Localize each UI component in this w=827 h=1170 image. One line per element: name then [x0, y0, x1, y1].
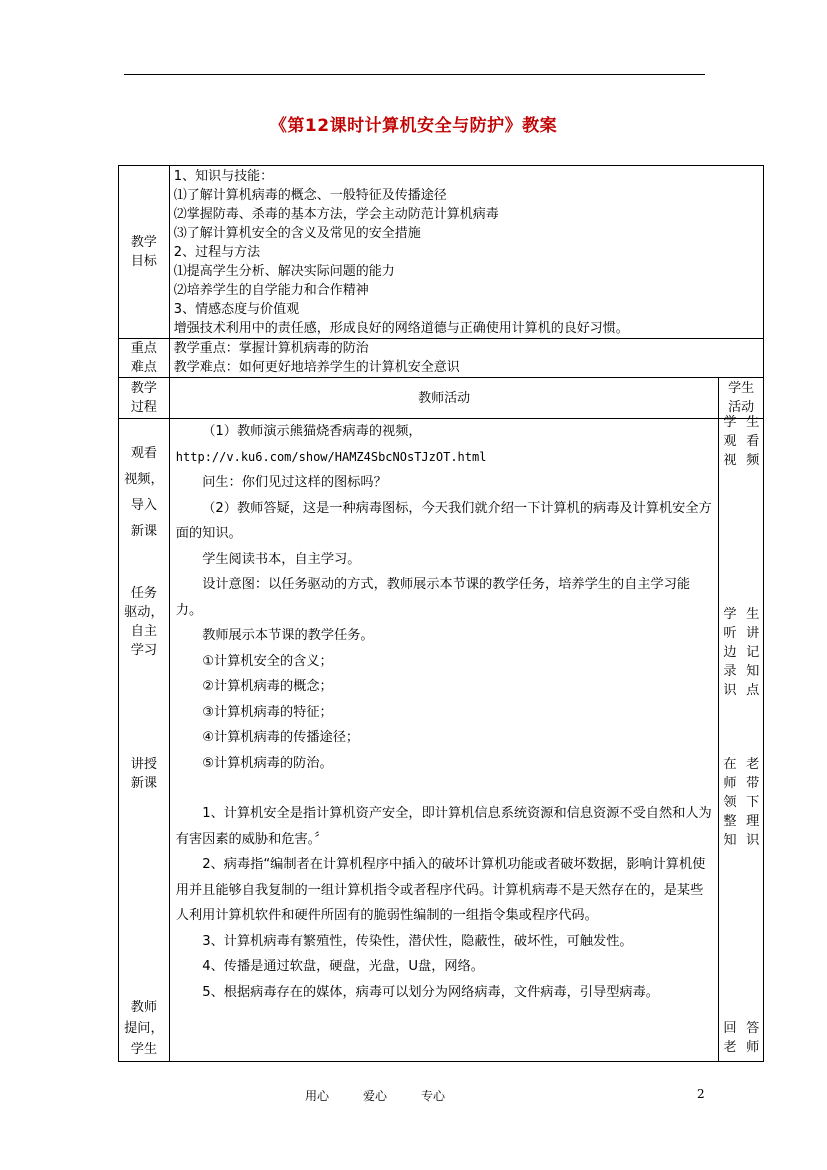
teacher-line: （1）教师演示熊猫烧香病毒的视频， — [202, 424, 422, 439]
lesson-plan-table — [118, 165, 764, 1062]
page-title: 《第12课时计算机安全与防护》教案 — [269, 116, 558, 136]
stage-line: 学习 — [130, 643, 158, 658]
objectives-row — [119, 166, 764, 339]
objective-line: 1、知识与技能： — [173, 169, 274, 184]
objective-line: ⑴提高学生分析、解决实际问题的能力 — [173, 264, 395, 279]
process-header-label — [119, 378, 170, 419]
process-body-row — [119, 419, 764, 1062]
student-activity-line: 知识 — [723, 833, 760, 848]
objective-line: ⑵掌握防毒、杀毒的基本方法，学会主动防范计算机病毒 — [173, 207, 499, 222]
knowledge-point: 3、计算机病毒有繁殖性，传染性，潜伏性，隐蔽性，破坏性，可触发性。 — [202, 933, 633, 949]
difficulty-line: 教学难点：如何更好地培养学生的计算机安全意识 — [173, 360, 460, 375]
task-item: ④计算机病毒的传播途径； — [202, 730, 360, 745]
label-line: 教学 — [130, 235, 157, 250]
student-activity-organize — [723, 755, 759, 850]
footer-motto — [305, 1087, 479, 1104]
student-activity-column — [719, 415, 764, 1062]
knowledge-point: 1、计算机安全是指计算机资产安全，即计算机信息系统资源和信息资源不受自然和人为有害因素的威胁和危害。〞 — [175, 806, 712, 847]
student-activity-line: 在老 — [723, 757, 760, 772]
stage-line: 学生 — [130, 1042, 158, 1057]
page-number: 2 — [697, 1087, 705, 1101]
footer-word: 爱心 — [363, 1089, 388, 1103]
teacher-line: 问生：你们见过这样的图标吗？ — [202, 475, 387, 490]
stage-line: 新课 — [130, 524, 158, 539]
label-line: 重点 — [130, 341, 157, 356]
teacher-activity-column — [169, 419, 719, 1062]
teacher-line: 教师展示本节课的教学任务。 — [202, 628, 374, 643]
stage-intro — [119, 441, 169, 545]
header-rule — [124, 74, 705, 75]
stage-line: 教师 — [130, 1000, 158, 1015]
student-activity-line: 观看 — [723, 434, 760, 449]
stage-question — [119, 997, 169, 1060]
student-activity-line: 识点 — [723, 683, 760, 698]
knowledge-point: 4、传播是通过软盘，硬盘，光盘，U盘，网络。 — [202, 959, 484, 974]
label-line: 过程 — [130, 400, 157, 415]
objective-line: ⑴了解计算机病毒的概念、一般特征及传播途径 — [173, 188, 447, 203]
footer-word: 专心 — [421, 1089, 446, 1103]
student-activity-line: 领下 — [723, 795, 760, 810]
objective-line: 3、情感态度与价值观 — [173, 302, 300, 317]
stage-line: 讲授 — [130, 757, 158, 772]
student-activity-line: 老师 — [723, 1040, 760, 1055]
stage-line: 新课 — [130, 776, 158, 791]
teacher-line: 设计意图：以任务驱动的方式，教师展示本节课的教学任务，培养学生的自主学习能力。 — [175, 577, 691, 618]
knowledge-point: 5、根据病毒存在的媒体，病毒可以划分为网络病毒，文件病毒，引导型病毒。 — [202, 984, 659, 1000]
stage-line: 任务 — [130, 586, 158, 601]
student-activity-line: 录知 — [723, 664, 760, 679]
label-line: 目标 — [130, 254, 157, 269]
student-activity-line: 学生 — [723, 415, 760, 430]
label-line: 难点 — [130, 360, 157, 375]
task-item: ③计算机病毒的特征； — [202, 704, 333, 720]
objective-line: 增强技术利用中的责任感，形成良好的网络道德与正确使用计算机的良好习惯。 — [173, 321, 629, 336]
task-item: ①计算机安全的含义； — [202, 653, 333, 669]
teacher-line: （2）教师答疑，这是一种病毒图标，今天我们就介绍一下计算机的病毒及计算机安全方面的知识。 — [175, 500, 712, 541]
stage-column — [119, 419, 170, 1062]
objectives-content — [169, 166, 763, 339]
video-url: http://v.ku6.com/show/HAMZ4SbcNOsTJzOT.html — [175, 449, 487, 464]
student-activity-notes — [723, 605, 759, 700]
task-item: ⑤计算机病毒的防治。 — [202, 755, 333, 771]
footer-word: 用心 — [305, 1089, 330, 1103]
student-activity-line: 师带 — [723, 776, 760, 791]
objectives-label — [119, 166, 170, 339]
student-activity-line: 学生 — [723, 607, 760, 622]
stage-line: 自主 — [130, 624, 158, 639]
teacher-line: 学生阅读书本，自主学习。 — [202, 551, 361, 567]
student-activity-line: 视频 — [723, 453, 760, 468]
student-activity-line: 整理 — [723, 814, 760, 829]
student-activity-line: 回答 — [723, 1021, 760, 1036]
teacher-activity-header: 教师活动 — [169, 378, 719, 419]
knowledge-point: 2、病毒指“编制者在计算机程序中插入的破坏计算机功能或者破坏数据，影响计算机使用并且能够自我复制的一组计算机指令或者程序代码。计算机病毒不是天然存在的，是某些人利用计算机软件和硬件所固有的脆弱性编制的一组指令集或程序代码。 — [175, 857, 706, 923]
stage-line: 观看 — [130, 446, 158, 461]
stage-line: 驱动， — [124, 605, 164, 620]
student-activity-answer — [723, 1019, 759, 1057]
student-activity-line: 听讲 — [723, 626, 760, 641]
label-line: 学生 — [728, 381, 755, 396]
stage-teaching — [119, 755, 169, 793]
objective-line: ⑵培养学生的自学能力和合作精神 — [173, 283, 369, 298]
key-point-line: 教学重点：掌握计算机病毒的防治 — [173, 341, 369, 356]
stage-task — [119, 584, 169, 660]
keypoints-content — [169, 339, 763, 378]
label-line: 活动 — [728, 400, 755, 415]
student-activity-watch — [723, 413, 759, 470]
keypoints-label — [119, 339, 170, 378]
task-item: ②计算机病毒的概念； — [202, 679, 333, 694]
stage-line: 导入 — [130, 498, 158, 513]
objective-line: 2、过程与方法 — [173, 245, 261, 260]
student-activity-line: 边记 — [723, 645, 760, 660]
process-header-row — [119, 378, 764, 419]
objective-line: ⑶了解计算机安全的含义及常见的安全措施 — [173, 226, 421, 241]
stage-line: 提问， — [124, 1021, 164, 1036]
keypoints-row — [119, 339, 764, 378]
stage-line: 视频， — [124, 472, 164, 487]
label-line: 教学 — [130, 381, 157, 396]
